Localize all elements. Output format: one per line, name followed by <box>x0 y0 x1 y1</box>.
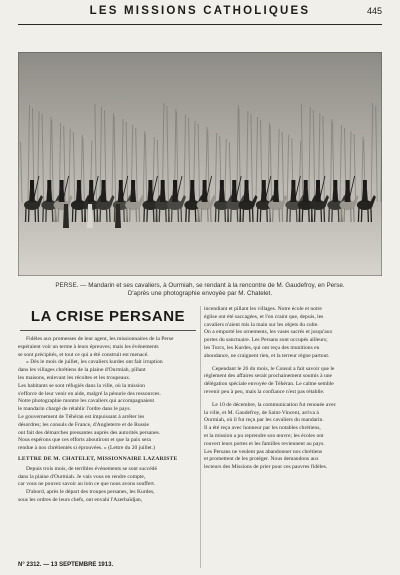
text-line: D'abord, après le départ des troupes persanes, les Kurdes, <box>26 489 155 496</box>
running-head <box>18 2 382 24</box>
text-line: et promettent de les protéger. Nous demandons aux <box>204 456 319 463</box>
text-line: On a emporté les ornements, les vases sacrés et jusqu'aux <box>204 329 333 336</box>
text-line: Le 10 de décembre, la communication fut renouée avec <box>212 401 337 408</box>
standing-figure <box>63 204 69 228</box>
text-line: Cependant le 26 du mois, le Consul a fait savoir que le <box>212 365 335 372</box>
title-rule <box>20 330 196 331</box>
text-line: espéraient voir un terme à leurs épreuves; mais les événements <box>18 343 159 350</box>
standing-figure <box>87 204 93 228</box>
text-line: se sont précipités, et tout ce qui a été construit est menacé. <box>18 351 149 358</box>
column-divider <box>200 306 201 568</box>
text-line: revenir peu à peu, mais la confiance n'est pas rétablie. <box>204 388 325 395</box>
header-rule <box>18 24 382 25</box>
letter-subhead: LETTRE DE M. CHATELET, MISSIONNAIRE LAZARISTE <box>18 455 178 462</box>
text-line: dans les villages chrétiens de la plaine d'Ourmiah, pillant <box>18 367 146 374</box>
text-line: église ont été saccagées, et l'on craint que, depuis, les <box>204 313 324 320</box>
text-line: les maisons, enlevant les récoltes et les troupeaux. <box>18 374 131 381</box>
text-line: Les Persans ne veulent pas abandonner nos chrétiens <box>204 448 323 455</box>
text-line: les Turcs, les Kurdes, qui ont reçu des munitions en <box>204 344 320 351</box>
journal-title: LES MISSIONS CATHOLIQUES <box>89 5 311 17</box>
text-line: Depuis trois mois, de terribles événements se sont succédé <box>26 465 157 472</box>
text-line: Ourmiah, où il fut reçu par les cavaliers du mandarin. <box>204 417 324 424</box>
text-line: lecteurs des Missions de prier pour ces pauvres fidèles. <box>204 464 328 471</box>
text-line: portes du sanctuaire. Les Persans sont occupés ailleurs; <box>204 337 328 344</box>
text-line: s'efforce de leur venir en aide, malgré la pénurie des ressources. <box>18 390 161 397</box>
caption-line: D'après une photographie envoyée par M. Chatelet. <box>127 290 273 297</box>
text-line: Notre photographie montre les cavaliers qui accompagnaient <box>18 398 155 405</box>
text-line: dans la plaine d'Ourmiah. Je vais vous en rendre compte, <box>18 473 146 480</box>
text-line: Il a été reçu avec honneur par les notables chrétiens, <box>204 425 321 432</box>
photo-caption <box>18 282 382 298</box>
text-line: Le gouvernement de Téhéran est impuissant à arrêter les <box>18 413 145 420</box>
issue-number: N° 2312. — 13 SEPTEMBRE 1913. <box>18 562 114 568</box>
text-line: cavaliers n'aient mis la main sur les objets du culte. <box>204 321 319 328</box>
text-line: Nous espérons que ces efforts aboutiront et que la paix sera <box>18 437 151 444</box>
text-line: délégation spéciale envoyée de Téhéran. Le calme semble <box>204 381 334 388</box>
left-column <box>18 336 196 505</box>
caption-line: PERSE. — Mandarin et ses cavaliers, à Ourmiah, se rendant à la rencontre de M. Gaudefroy, en Perse. <box>55 282 345 289</box>
standing-figure <box>115 204 121 228</box>
photograph-illustration <box>18 52 382 276</box>
text-line: désordres; les consuls de France, d'Angleterre et de Russie <box>18 421 150 428</box>
right-column <box>204 306 382 472</box>
text-line: rendue à nos chrétientés si éprouvées. » (Lettre du 20 juillet.) <box>18 445 156 452</box>
text-line: car vous ne pouvez savoir au loin ce que nous avons souffert. <box>18 481 156 488</box>
text-line: Fidèles aux promesses de leur agent, les missionnaires de la Perse <box>26 336 174 342</box>
page-number: 445 <box>366 6 382 16</box>
text-line: abondance, ne craignent rien, et la terreur règne partout. <box>204 352 330 359</box>
text-line: Les habitants se sont réfugiés dans la ville, où la mission <box>18 382 145 389</box>
text-line: ont fait des démarches pressantes auprès des autorités persanes. <box>18 429 161 436</box>
text-line: et la mission a pu reprendre son œuvre; les écoles ont <box>204 432 324 439</box>
text-line: sous les ordres de leurs chefs, ont envahi l'Azerbaïdjan, <box>18 496 143 503</box>
text-line: règlement des affaires serait prochainement soumis à une <box>204 373 333 380</box>
text-line: la ville, et M. Gaudefroy, de Saint-Vincent, arriva à <box>204 409 319 416</box>
photograph-cavalry <box>18 52 382 276</box>
text-line: incendiant et pillant les villages. Notre école et notre <box>204 306 322 312</box>
text-line: le mandarin chargé de rétablir l'ordre dans le pays. <box>18 406 131 413</box>
text-line: rouvert leurs portes et les familles reviennent au pays. <box>204 440 325 447</box>
article-title: LA CRISE PERSANE <box>30 308 186 325</box>
text-line: « Dès le mois de juillet, les cavaliers kurdes ont fait irruption <box>26 359 163 366</box>
